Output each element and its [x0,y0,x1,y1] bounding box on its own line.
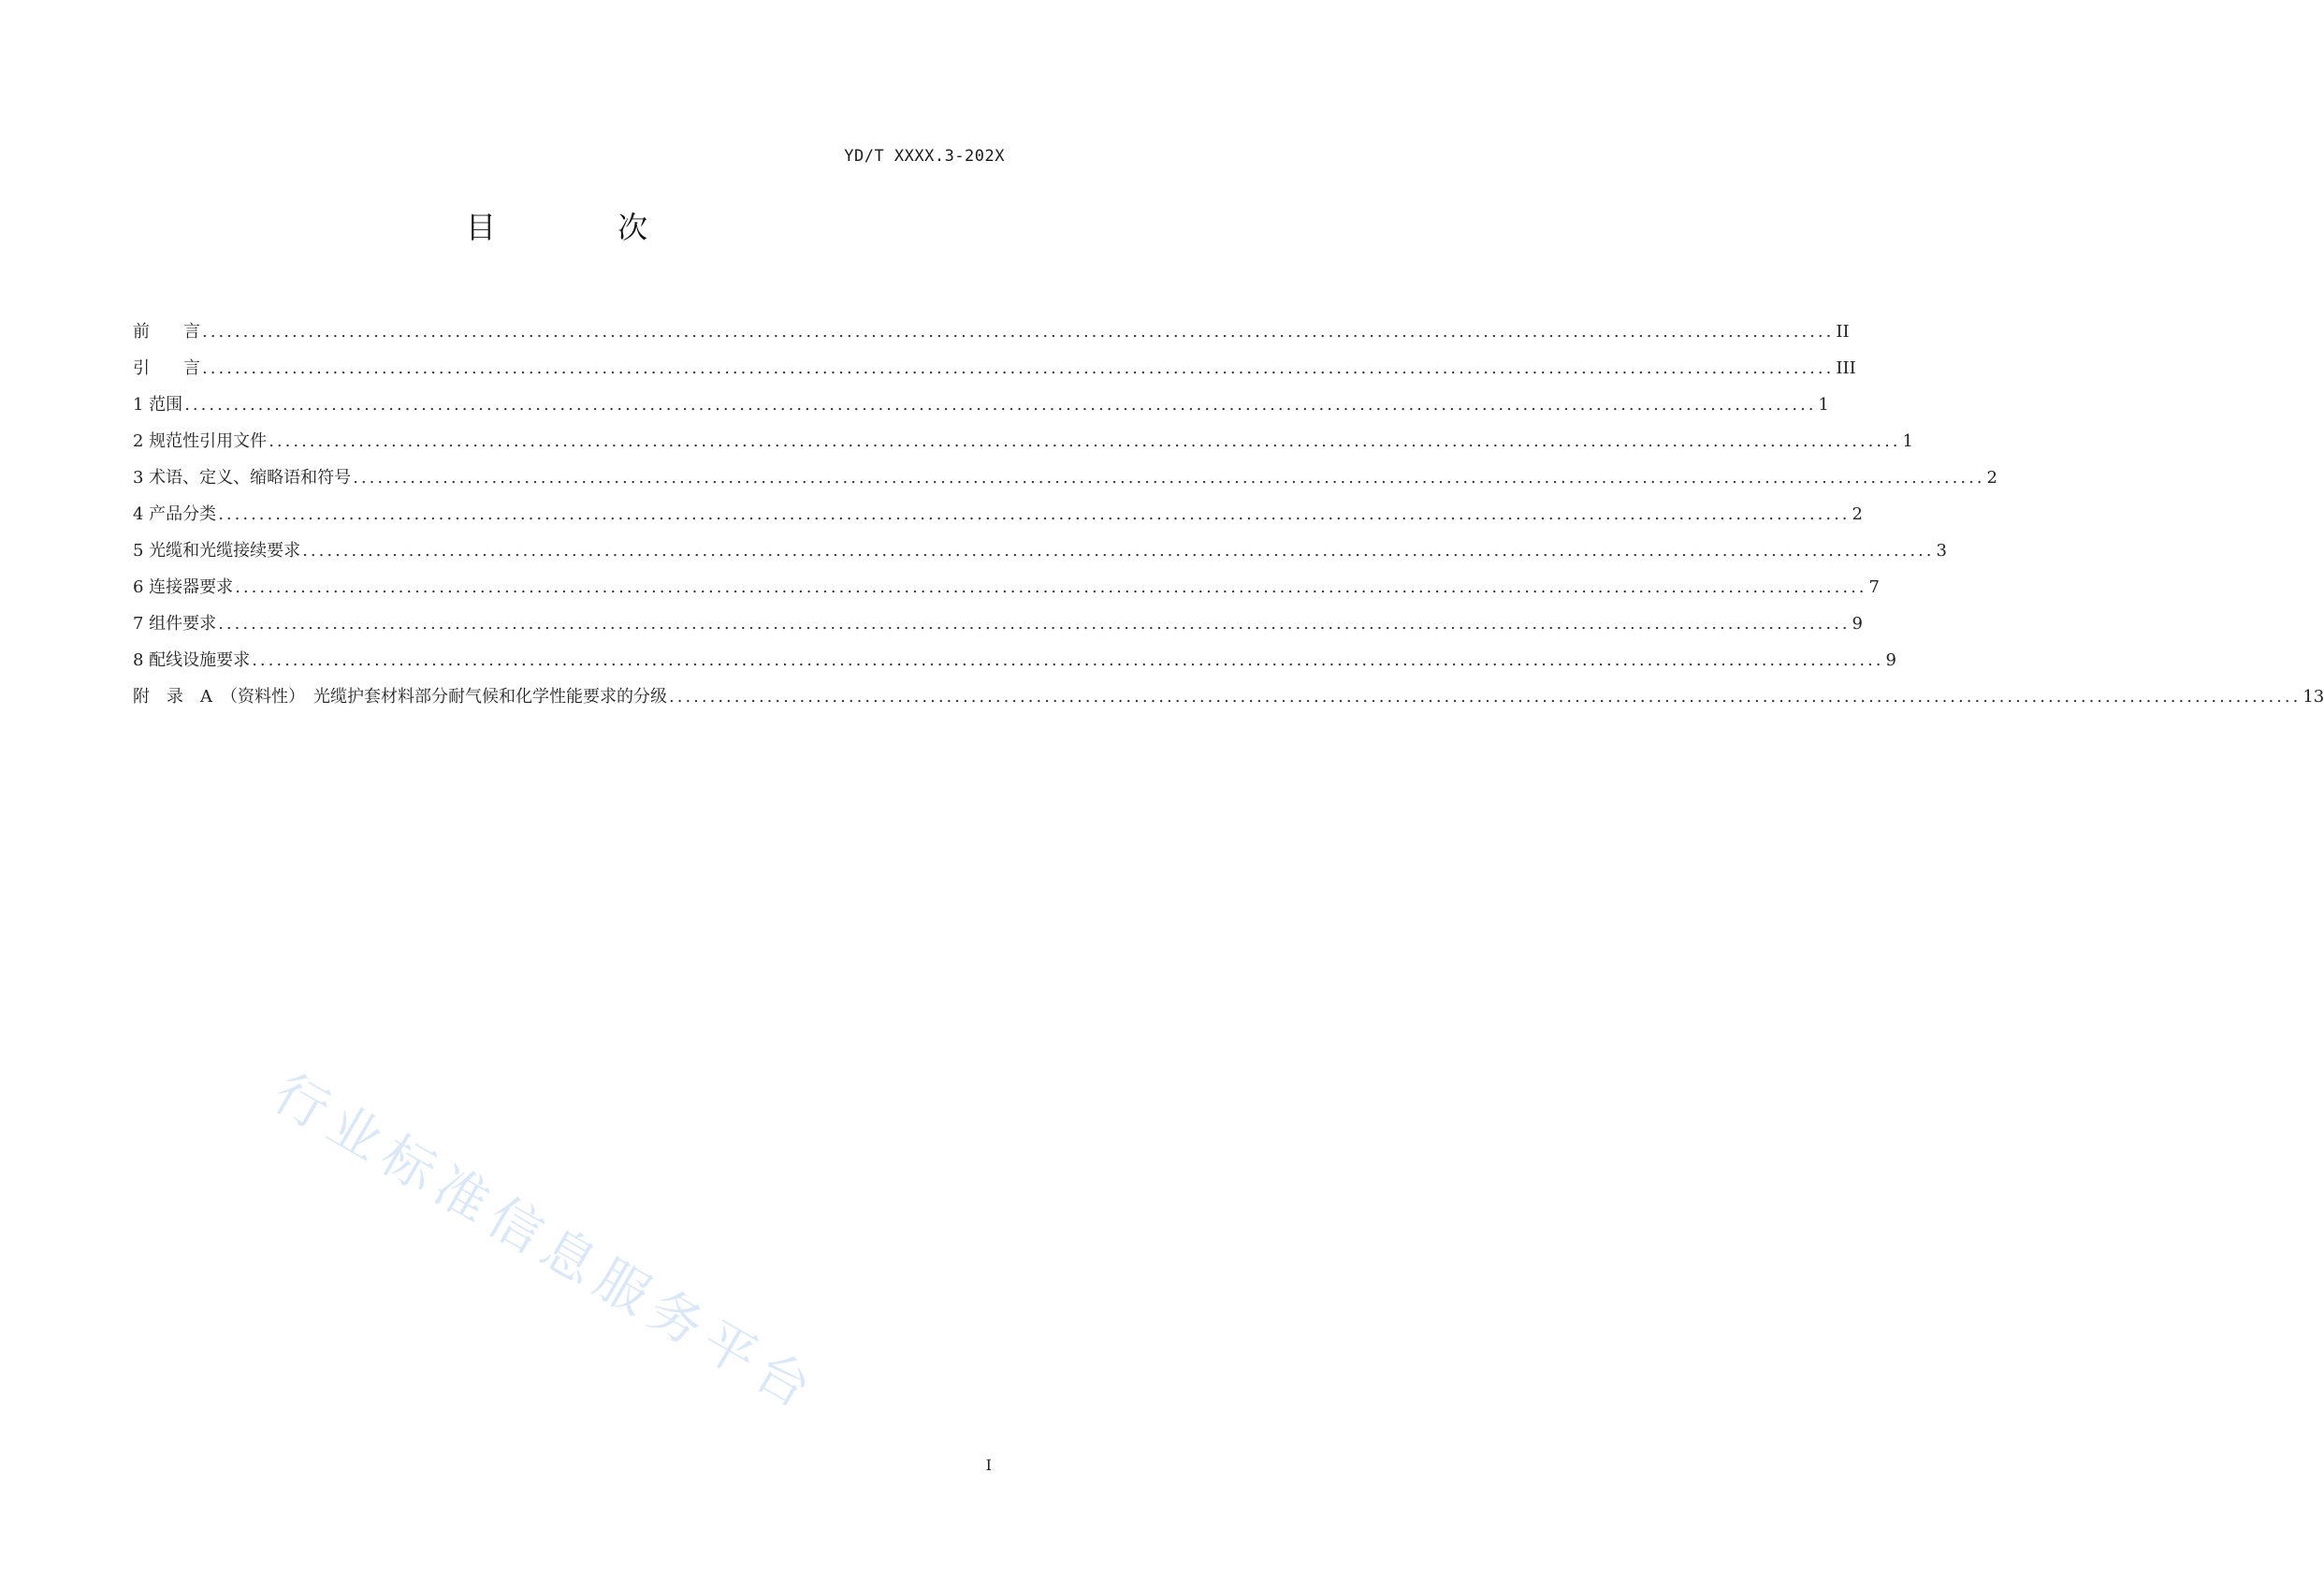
toc-entry-page: 1 [1818,395,1829,415]
toc-leader-dots: ........................................................................................................................................................................................................ [202,358,1835,378]
toc-leader-dots: ........................................................................................................................................................................................................ [353,468,1985,488]
toc-entry-label: 4 产品分类 [133,504,217,524]
toc-leader-dots: ........................................................................................................................................................................................................ [235,577,1867,597]
toc-leader-dots: ........................................................................................................................................................................................................ [218,614,1851,634]
toc-entry[interactable] [133,537,1947,574]
document-code: YD/T XXXX.3-202X [844,147,1005,166]
toc-entry-label: 附 录 A （资料性） 光缆护套材料部分耐气候和化学性能要求的分级 [133,687,667,707]
toc-entry-label: 8 配线设施要求 [133,650,251,670]
toc-leader-dots: ........................................................................................................................................................................................................ [218,504,1851,524]
toc-entry-label: 2 规范性引用文件 [133,431,268,451]
toc-entry-label: 6 连接器要求 [133,577,234,597]
toc-leader-dots: ........................................................................................................................................................................................................ [302,541,1935,561]
toc-entry[interactable] [133,647,1896,683]
toc-leader-dots: ........................................................................................................................................................................................................ [269,431,1901,451]
toc-entry-page: 3 [1936,541,1947,561]
toc-entry-page: 7 [1868,577,1880,597]
toc-entry[interactable] [133,610,1863,647]
toc-entry-page: II [1836,322,1850,342]
toc-entry-page: III [1836,358,1856,378]
toc-title: 目 次 [465,210,704,245]
toc-entry[interactable] [133,683,2324,720]
toc-entry[interactable] [133,391,1829,428]
toc-leader-dots: ........................................................................................................................................................................................................ [669,687,2302,707]
toc-entry-label: 前 言 [133,322,200,342]
toc-entry[interactable] [133,464,1997,501]
toc-entry-page: 9 [1852,614,1863,634]
toc-entry-page: 13 [2302,687,2324,707]
toc-entry-page: 9 [1885,650,1896,670]
toc-list [133,318,2324,720]
toc-entry[interactable] [133,574,1880,610]
toc-entry-label: 1 范围 [133,395,183,415]
toc-leader-dots: ........................................................................................................................................................................................................ [202,322,1835,342]
toc-entry-label: 5 光缆和光缆接续要求 [133,541,301,561]
toc-entry[interactable] [133,428,1913,464]
toc-leader-dots: ........................................................................................................................................................................................................ [184,395,1817,415]
toc-entry-label: 3 术语、定义、缩略语和符号 [133,468,352,488]
toc-entry[interactable] [133,318,1850,355]
watermark-text: 行业标准信息服务平台 [263,1062,829,1425]
toc-entry[interactable] [133,355,1856,391]
toc-entry-page: 1 [1902,431,1913,451]
toc-entry-label: 引 言 [133,358,200,378]
toc-entry-label: 7 组件要求 [133,614,217,634]
toc-entry-page: 2 [1852,504,1863,524]
toc-leader-dots: ........................................................................................................................................................................................................ [252,650,1884,670]
toc-entry[interactable] [133,501,1863,537]
toc-entry-page: 2 [1986,468,1997,488]
page-number: I [985,1456,992,1474]
